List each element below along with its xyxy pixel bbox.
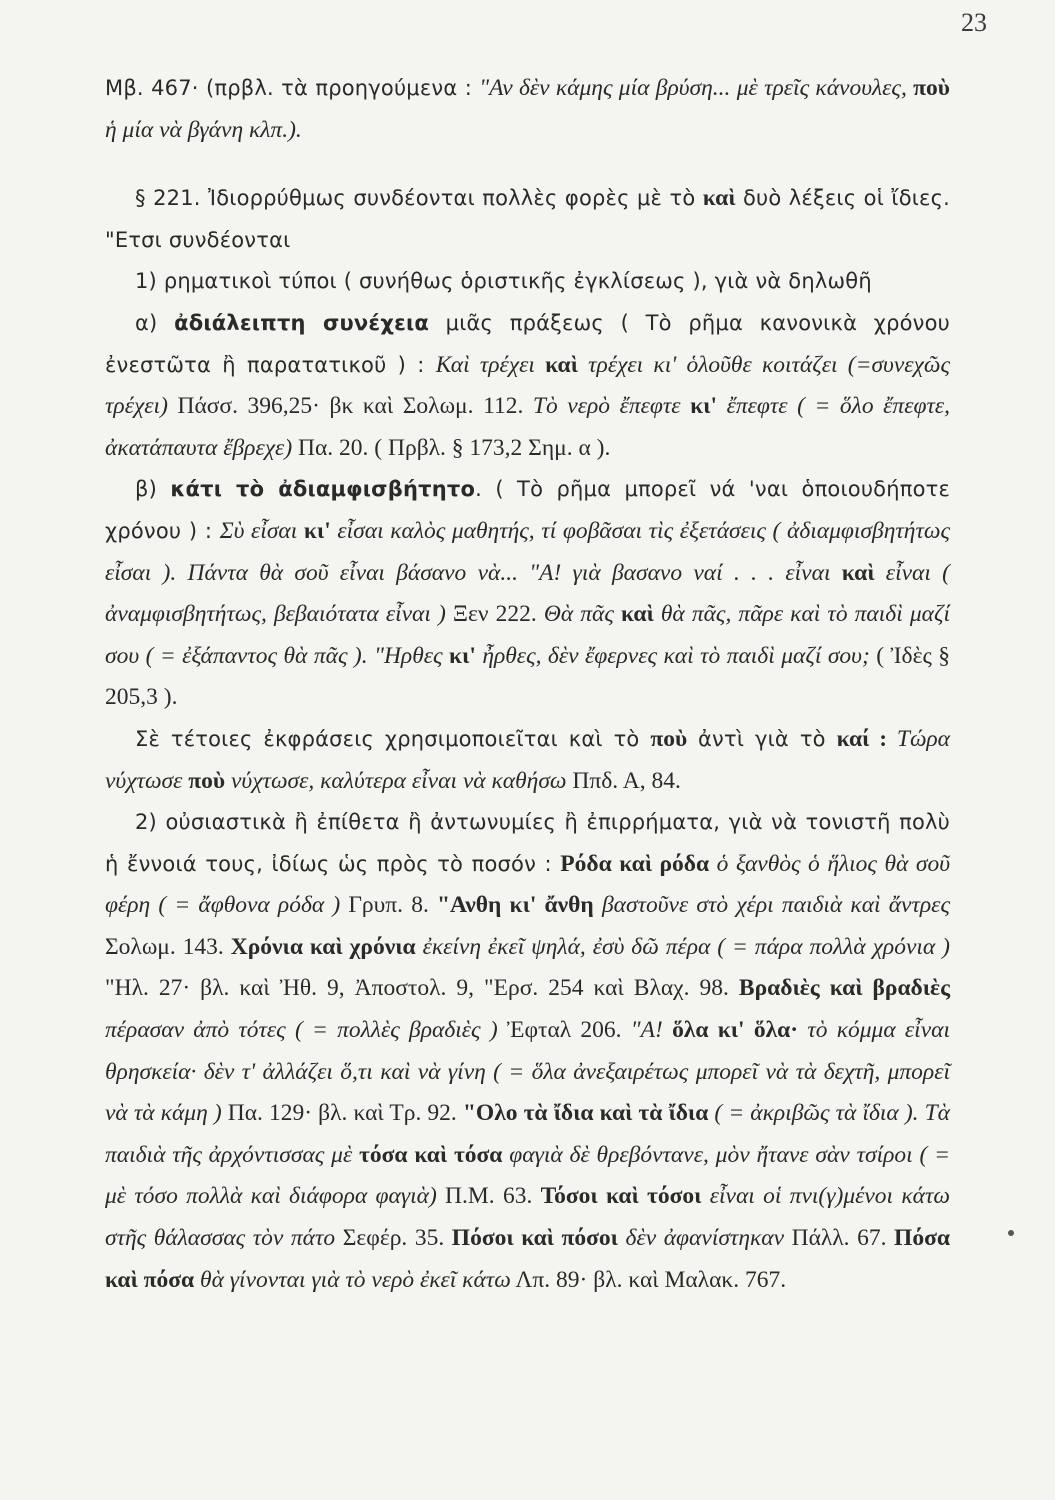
pou-usage-note: Σὲ τέτοιες ἐκφράσεις χρησιμοποιεῖται καὶ τὸ ποὺ ἀντὶ γιὰ τὸ καί : Τώρα νύχτωσε ποὺ νύχτωσε, καλύτερα εἶναι νὰ καθήσω Ππδ. Α, 84. bbox=[105, 725, 950, 794]
paragraph-continuation: Μβ. 467· (πρβλ. τὰ προηγούμενα : "Αν δὲν κάμης μία βρύση... μὲ τρεῖς κάνουλες, ποὺ ἡ μία νὰ βγάνη κλπ.). bbox=[105, 75, 950, 143]
section-221-heading: § 221. Ἰδιορρύθμως συνδέονται πολλὲς φορὲς μὲ τὸ καὶ δυὸ λέξεις οἱ ἴδιες. "Ετσι συνδέονται bbox=[105, 185, 950, 252]
item-1-verbal-forms: 1) ρηματικοὶ τύποι ( συνήθως ὁριστικῆς ἐγκλίσεως ), γιὰ νὰ δηλωθῆ bbox=[135, 269, 872, 294]
item-b-indisputable: β) κάτι τὸ ἀδιαμφισβήτητο. ( Τὸ ρῆμα μπορεῖ νά 'ναι ὁποιουδήποτε χρόνου ) : Σὺ εἶσαι κι' εἶσαι καλὸς μαθητής, τί φοβᾶσαι τὶς ἐξετάσεις ( ἀδιαμφισβητήτως εἶσαι ). Πάντα θὰ σοῦ εἶναι βάσανο νὰ... "Α! γιὰ βασανο ναί . . . εἶναι καὶ εἶναι ( ἀναμφισβητήτως, βεβαιότατα εἶναι ) Ξεν 222. Θὰ πᾶς καὶ θὰ πᾶς, πᾶρε καὶ τὸ παιδὶ μαζί σου ( = ἐξάπαντος θὰ πᾶς ). "Ηρθες κι' ἦρθες, δὲν ἔφερνες καὶ τὸ παιδὶ μαζί σου; ( Ἰδὲς § 205,3 ). bbox=[105, 477, 951, 711]
page-number: 23 bbox=[961, 8, 987, 37]
item-2-nouns-adjectives: 2) οὐσιαστικὰ ἢ ἐπίθετα ἢ ἀντωνυμίες ἢ ἐπιρρήματα, γιὰ νὰ τονιστῆ πολὺ ἡ ἔννοιά τους, ἰδίως ὡς πρὸς τὸ ποσόν : Ρόδα καὶ ρόδα ὁ ξανθὸς ὁ ἥλιος θὰ σοῦ φέρη ( = ἄφθονα ρόδα ) Γρυπ. 8. "Ανθη κι' ἄνθη βαστοῦνε στὸ χέρι παιδιὰ καὶ ἄντρες Σολωμ. 143. Χρόνια καὶ χρόνια ἐκείνη ἐκεῖ ψηλά, ἐσὺ δῶ πέρα ( = πάρα πολλὰ χρόνια ) "Ηλ. 27· βλ. καὶ Ἠθ. 9, Ἀποστολ. 9, "Ερσ. 254 καὶ Βλαχ. 98. Βραδιὲς καὶ βραδιὲς πέρασαν ἀπὸ τότες ( = πολλὲς βραδιὲς ) Ἐφταλ 206. "Α! ὅλα κι' ὅλα· τὸ κόμμα εἶναι θρησκεία· δὲν τ' ἀλλάζει ὅ,τι καὶ νὰ γίνη ( = ὅλα ἀνεξαιρέτως μπορεῖ νὰ τὰ δεχτῆ, μπορεῖ νὰ τὰ κάμη ) Πα. 129· βλ. καὶ Τρ. 92. "Ολο τὰ ἴδια καὶ τὰ ἴδια ( = ἀκριβῶς τὰ ἴδια ). Τὰ παιδιὰ τῆς ἀρχόντισσας μὲ τόσα καὶ τόσα φαγιὰ δὲ θρεβόντανε, μὸν ἤτανε σὰν τσίροι ( = μὲ τόσο πολλὰ καὶ διάφορα φαγιὰ) Π.Μ. 63. Τόσοι καὶ τόσοι εἶναι οἱ πνι(γ)μένοι κάτω στῆς θάλασσας τὸν πάτο Σεφέρ. 35. Πόσοι καὶ πόσοι δὲν ἀφανίστηκαν Πάλλ. 67. Πόσα καὶ πόσα θὰ γίνονται γιὰ τὸ νερὸ ἐκεῖ κάτω Λπ. 89· βλ. καὶ Μαλακ. 767. bbox=[105, 810, 951, 1293]
margin-mark bbox=[1008, 1230, 1014, 1236]
item-a-continuity: α) ἀδιάλειπτη συνέχεια μιᾶς πράξεως ( Τὸ ρῆμα κανονικὰ χρόνου ἐνεστῶτα ἢ παρατατικοῦ ) : Καὶ τρέχει καὶ τρέχει κι' ὁλοῦθε κοιτάζει (=συνεχῶς τρέχει) Πάσσ. 396,25· βκ καὶ Σολωμ. 112. Τὸ νερὸ ἔπεφτε κι' ἔπεφτε ( = ὅλο ἔπεφτε, ἀκατάπαυτα ἔβρεχε) Πα. 20. ( Πρβλ. § 173,2 Σημ. α ). bbox=[105, 310, 951, 461]
page-body bbox=[105, 68, 950, 1301]
